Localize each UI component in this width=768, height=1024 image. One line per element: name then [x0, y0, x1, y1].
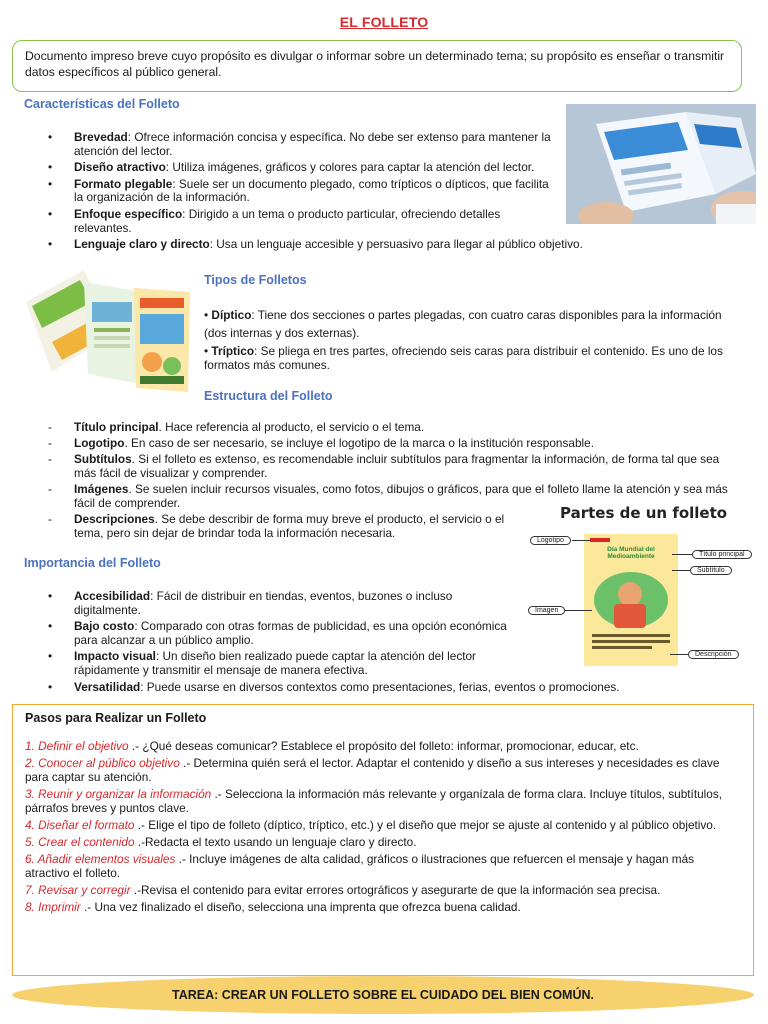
section-heading-importancia: Importancia del Folleto: [24, 556, 161, 570]
poster-title: Día Mundial del Medioambiente: [607, 546, 655, 560]
step-item: 3. Reunir y organizar la información .- Selecciona la información más relevante y organízala de forma clara. Incluye títulos, subtítulos, párrafos breves y puntos clave.: [25, 787, 723, 815]
definition-box: [12, 40, 742, 92]
page-title: EL FOLLETO: [339, 14, 429, 30]
step-item: 4. Diseñar el formato .- Elige el tipo de folleto (díptico, tríptico, etc.) y el diseño que mejor se ajuste al contenido y al público objetivo.: [25, 818, 717, 832]
list-item: • Bajo costo: Comparado con otras formas de publicidad, es una opción económica para alcanzar a un público amplio.: [48, 619, 507, 647]
list-item: - Subtítulos. Si el folleto es extenso, es recomendable incluir subtítulos para fragmentar la información, de forma tal que sea más fácil de visualizar y comprender.: [48, 452, 720, 480]
list-item: - Logotipo. En caso de ser necesario, se incluye el logotipo de la marca o la institución responsable.: [48, 436, 594, 450]
pasos-box: [12, 704, 754, 976]
partes-folleto-figure: [520, 500, 756, 670]
pasos-heading: Pasos para Realizar un Folleto: [25, 711, 207, 725]
list-item: • Enfoque específico: Dirigido a un tema o producto particular, ofreciendo detalles relevantes.: [48, 206, 501, 235]
label-descripcion: Descripción: [688, 650, 739, 659]
list-item: - Título principal. Hace referencia al producto, el servicio o el tema.: [48, 420, 425, 434]
label-subtitulo: Subtítulo: [690, 566, 732, 575]
trifold-brochures-image: [22, 262, 198, 396]
step-item: 7. Revisar y corregir .-Revisa el contenido para evitar errores ortográficos y asegurarte de que la información sea precisa.: [25, 883, 661, 897]
caracteristicas-list: [48, 130, 583, 255]
label-logotipo: Logotipo: [530, 536, 571, 545]
section-heading-estructura: Estructura del Folleto: [204, 389, 333, 403]
list-item: • Tríptico: Se pliega en tres partes, ofreciendo seis caras para distribuir el contenido. Es uno de los formatos más comunes.: [204, 344, 723, 372]
tarea-banner: [12, 976, 754, 1014]
list-item: • Formato plegable: Suele ser un documento plegado, como trípticos o dípticos, que facilita la organización de la información.: [48, 176, 549, 205]
label-titulo: Título principal: [692, 550, 752, 559]
step-item: 1. Definir el objetivo .- ¿Qué deseas comunicar? Establece el propósito del folleto: informar, promocionar, educar, etc.: [25, 739, 639, 753]
step-item: 2. Conocer al público objetivo .- Determina quién será el lector. Adaptar el contenido y diseño a sus intereses y necesidades es clave para captar su atención.: [25, 756, 720, 784]
list-item: - Imágenes. Se suelen incluir recursos visuales, como fotos, dibujos o gráficos, para que el folleto llame la atención y sea más fácil de comprender.: [48, 482, 728, 510]
step-item: 8. Imprimir .- Una vez finalizado el diseño, selecciona una imprenta que ofrezca buena calidad.: [25, 900, 521, 914]
section-heading-tipos: Tipos de Folletos: [204, 273, 307, 287]
list-item: • Impacto visual: Un diseño bien realizado puede captar la atención del lector rápidamente y transmitir el mensaje de manera efectiva.: [48, 649, 476, 677]
figure-title: Partes de un folleto: [560, 504, 728, 522]
step-item: 5. Crear el contenido .-Redacta el texto usando un lenguaje claro y directo.: [25, 835, 417, 849]
brochure-photo: [566, 104, 756, 224]
list-item: • Diseño atractivo: Utiliza imágenes, gráficos y colores para captar la atención del lector.: [48, 160, 535, 175]
list-item: • Díptico: Tiene dos secciones o partes plegadas, con cuatro caras disponibles para la información (dos internas y dos externas).: [204, 308, 722, 340]
tipos-list: [204, 306, 744, 372]
section-heading-caracteristicas: Características del Folleto: [24, 97, 180, 111]
tarea-text: TAREA: CREAR UN FOLLETO SOBRE EL CUIDADO DEL BIEN COMÚN.: [171, 988, 594, 1002]
poster-image: [584, 534, 678, 666]
list-item: - Descripciones. Se debe describir de forma muy breve el producto, el servicio o el tema, pero sin dejar de brindar toda la información necesaria.: [48, 512, 505, 540]
list-item: • Lenguaje claro y directo: Usa un lenguaje accesible y persuasivo para llegar al público objetivo.: [48, 237, 583, 252]
step-item: 6. Añadir elementos visuales .- Incluye imágenes de alta calidad, gráficos o ilustraciones que refuercen el mensaje y hagan más atractivo el folleto.: [25, 852, 695, 880]
definition-text: Documento impreso breve cuyo propósito es divulgar o informar sobre un determinado tema; su propósito es enseñar o transmitir datos específicos al público general.: [25, 49, 725, 79]
list-item: • Brevedad: Ofrece información concisa y específica. No debe ser extenso para mantener la atención del lector.: [48, 130, 551, 158]
list-item: • Versatilidad: Puede usarse en diversos contextos como presentaciones, ferias, eventos o promociones.: [48, 679, 620, 694]
list-item: • Accesibilidad: Fácil de distribuir en tiendas, eventos, buzones o incluso digitalmente.: [48, 589, 453, 617]
label-imagen: Imagen: [528, 606, 565, 615]
